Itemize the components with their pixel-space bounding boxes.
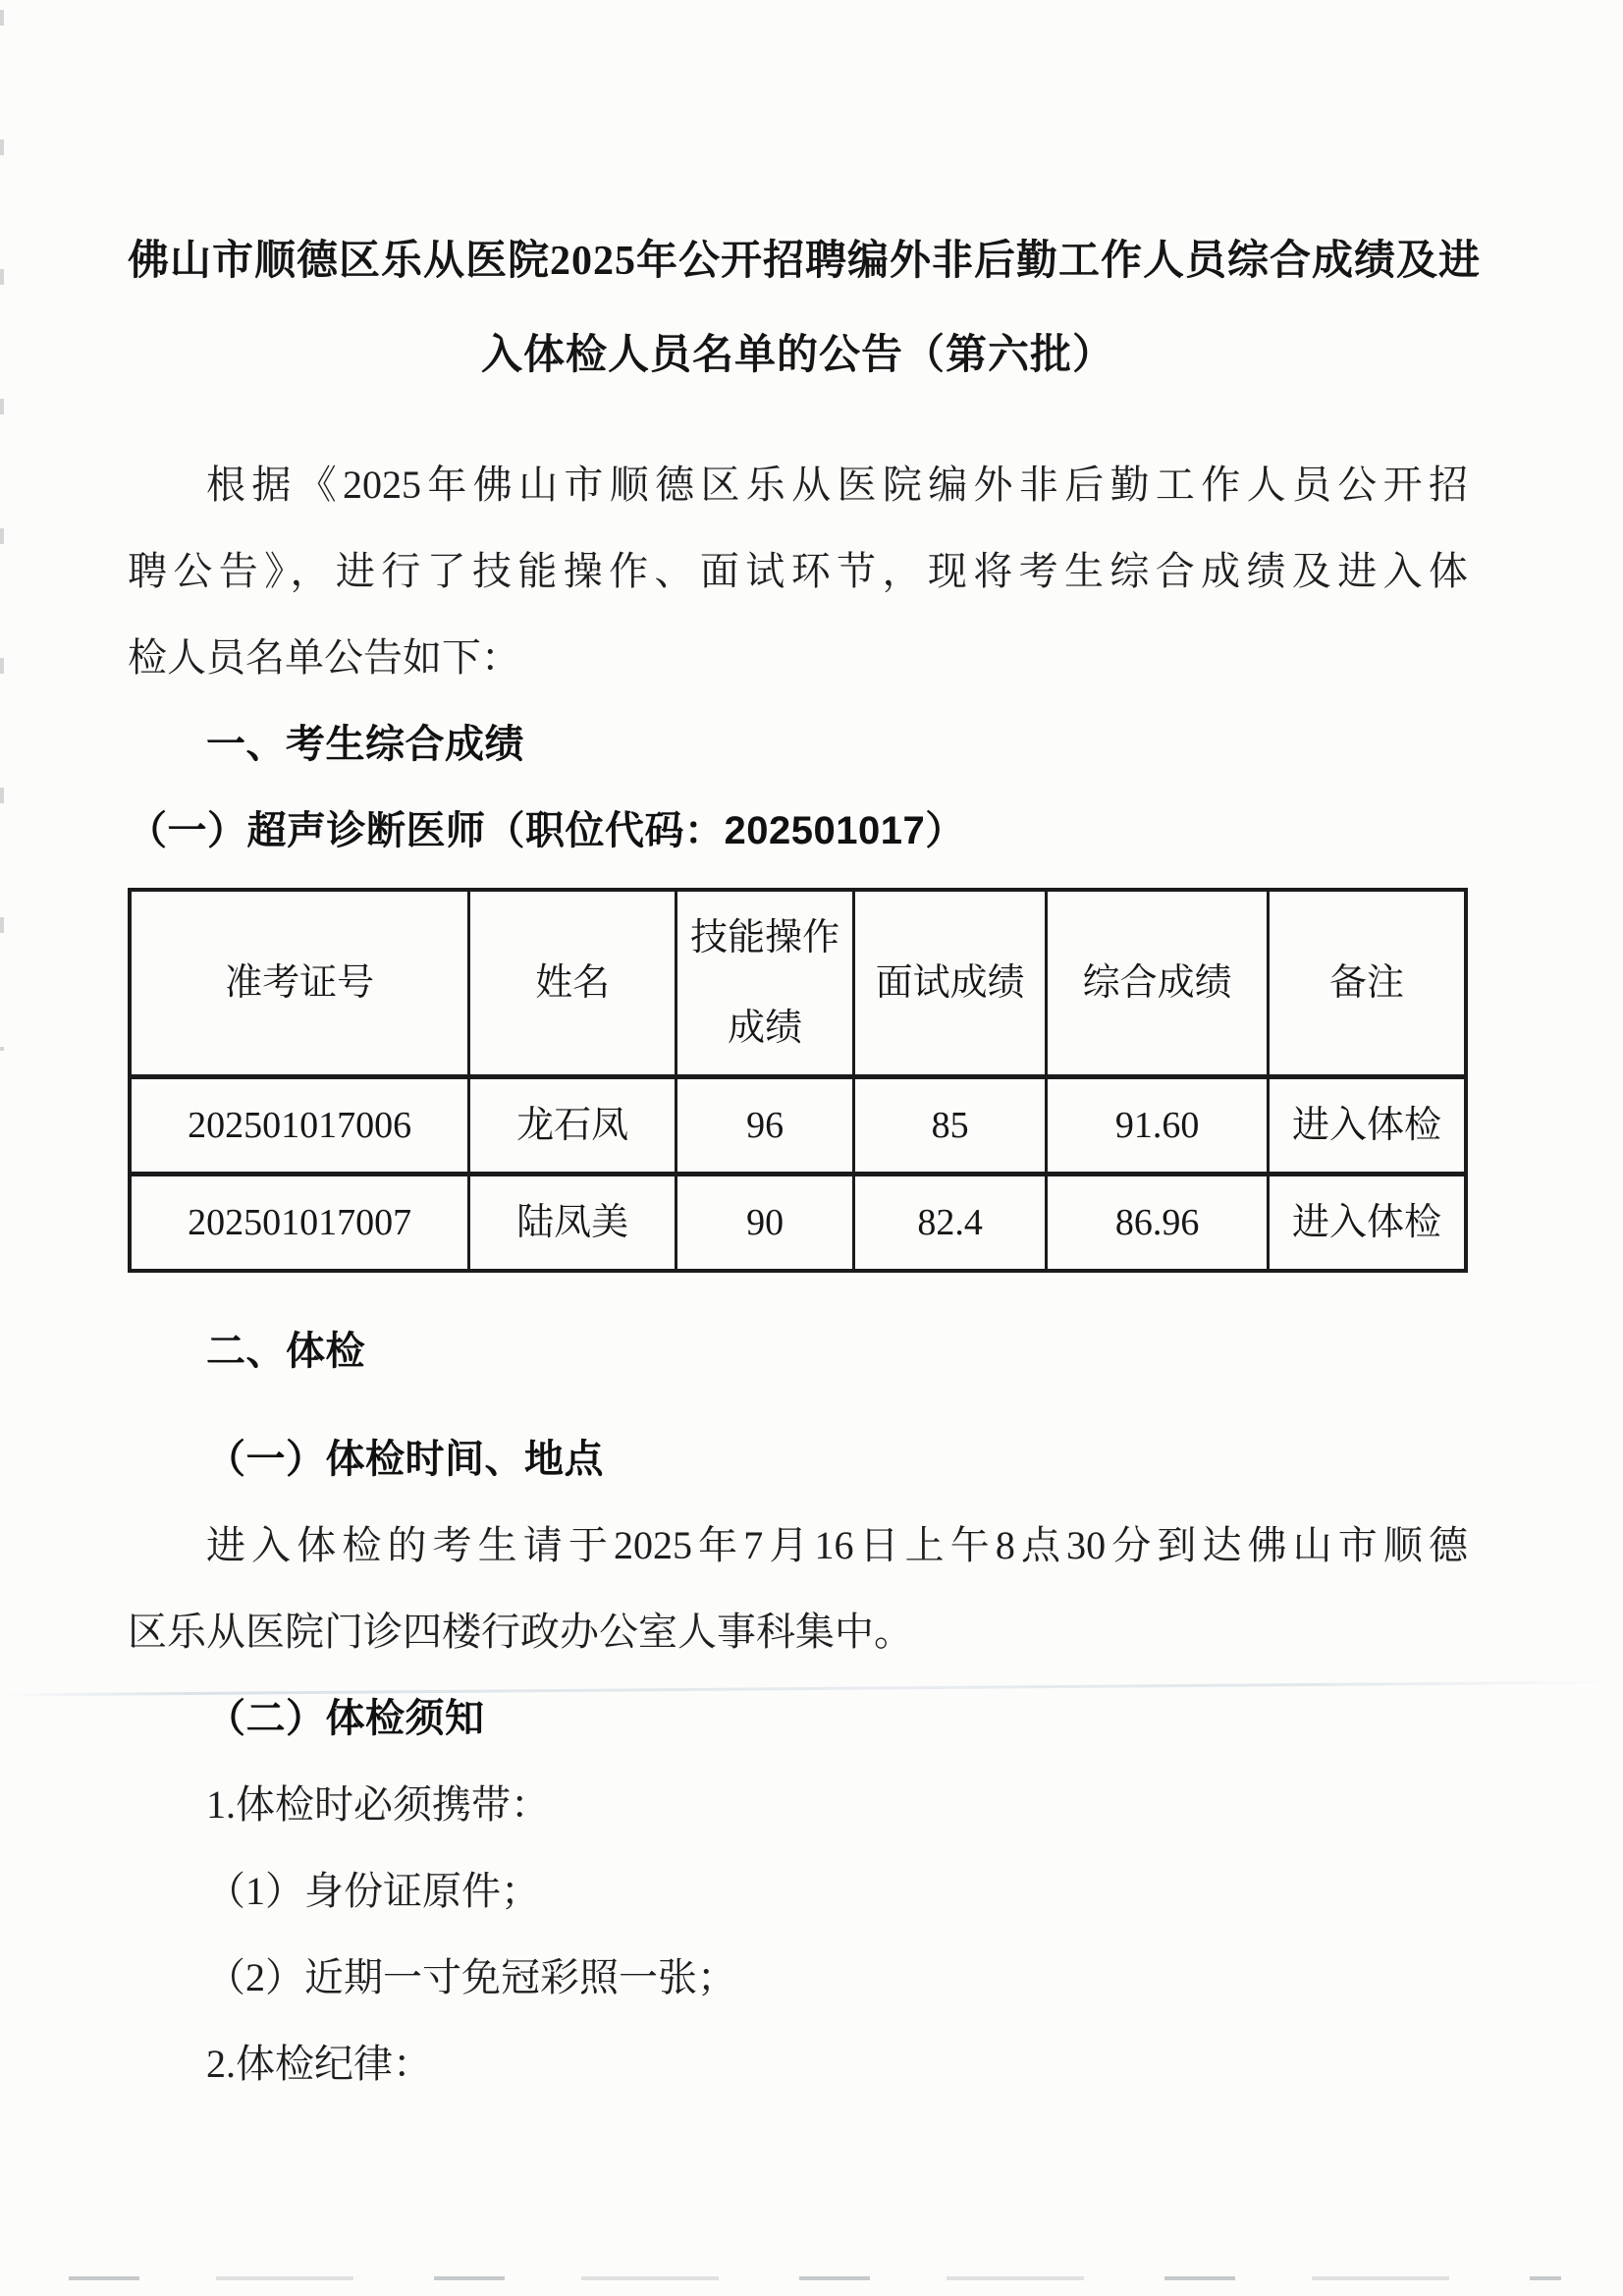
title-line-2: 入体检人员名单的公告（第六批） — [480, 333, 1114, 378]
score-table-header — [130, 890, 1466, 1077]
cell-skill-score: 90 — [676, 1175, 854, 1272]
cell-skill-score: 96 — [676, 1077, 854, 1175]
header-interview-score: 面试成绩 — [854, 890, 1047, 1077]
section-1-heading: 一、考生综合成绩 — [206, 723, 524, 766]
header-remark: 备注 — [1269, 890, 1466, 1077]
table-header-row — [130, 890, 1466, 1077]
section-2-heading: 二、体检 — [206, 1330, 365, 1373]
score-table — [128, 888, 1468, 1273]
title-line-1: 佛山市顺德区乐从医院2025年公开招聘编外非后勤工作人员综合成绩及进 — [128, 239, 1482, 284]
header-composite-score: 综合成绩 — [1047, 890, 1269, 1077]
cell-exam-number: 202501017006 — [130, 1077, 469, 1175]
notice-item-1: 1.体检时必须携带： — [206, 1782, 550, 1827]
cell-interview-score: 82.4 — [854, 1175, 1047, 1272]
header-skill-score: 技能操作成绩 — [676, 890, 854, 1077]
cell-remark: 进入体检 — [1269, 1175, 1466, 1272]
time-place-line-1: 进入体检的考生请于2025年7月16日上午8点30分到达佛山市顺德 — [206, 1523, 1468, 1567]
header-exam-number: 准考证号 — [130, 890, 469, 1077]
scan-artifact-bottom-line — [69, 2276, 1561, 2280]
table-row — [130, 1175, 1466, 1272]
intro-line-3: 检人员名单公告如下： — [128, 635, 520, 680]
exam-time-place-paragraph — [128, 1503, 1468, 1675]
exam-notice-list — [128, 1762, 1468, 2107]
section-1-subheading: （一）超声诊断医师（职位代码：202501017） — [128, 809, 965, 852]
notice-item-1-2: （2）近期一寸免冠彩照一张； — [206, 1955, 736, 1999]
section-2-1-heading: （一）体检时间、地点 — [206, 1438, 604, 1481]
cell-interview-score: 85 — [854, 1077, 1047, 1175]
intro-paragraph — [128, 442, 1468, 701]
notice-item-1-1: （1）身份证原件； — [206, 1869, 540, 1913]
time-place-line-2: 区乐从医院门诊四楼行政办公室人事科集中。 — [128, 1610, 913, 1654]
section-2-2-heading: （二）体检须知 — [206, 1697, 485, 1740]
intro-line-1: 根据《2025年佛山市顺德区乐从医院编外非后勤工作人员公开招 — [206, 463, 1468, 507]
cell-name: 龙石凤 — [469, 1077, 676, 1175]
cell-remark: 进入体检 — [1269, 1077, 1466, 1175]
intro-line-2: 聘公告》，进行了技能操作、面试环节，现将考生综合成绩及进入体 — [128, 549, 1468, 593]
cell-exam-number: 202501017007 — [130, 1175, 469, 1272]
cell-composite-score: 86.96 — [1047, 1175, 1269, 1272]
notice-item-2: 2.体检纪律： — [206, 2042, 432, 2086]
cell-composite-score: 91.60 — [1047, 1077, 1269, 1175]
score-table-body — [130, 1077, 1466, 1272]
table-row — [130, 1077, 1466, 1175]
scan-artifact-left-edge — [0, 10, 4, 1051]
header-name: 姓名 — [469, 890, 676, 1077]
cell-name: 陆凤美 — [469, 1175, 676, 1272]
document-title — [128, 214, 1482, 403]
